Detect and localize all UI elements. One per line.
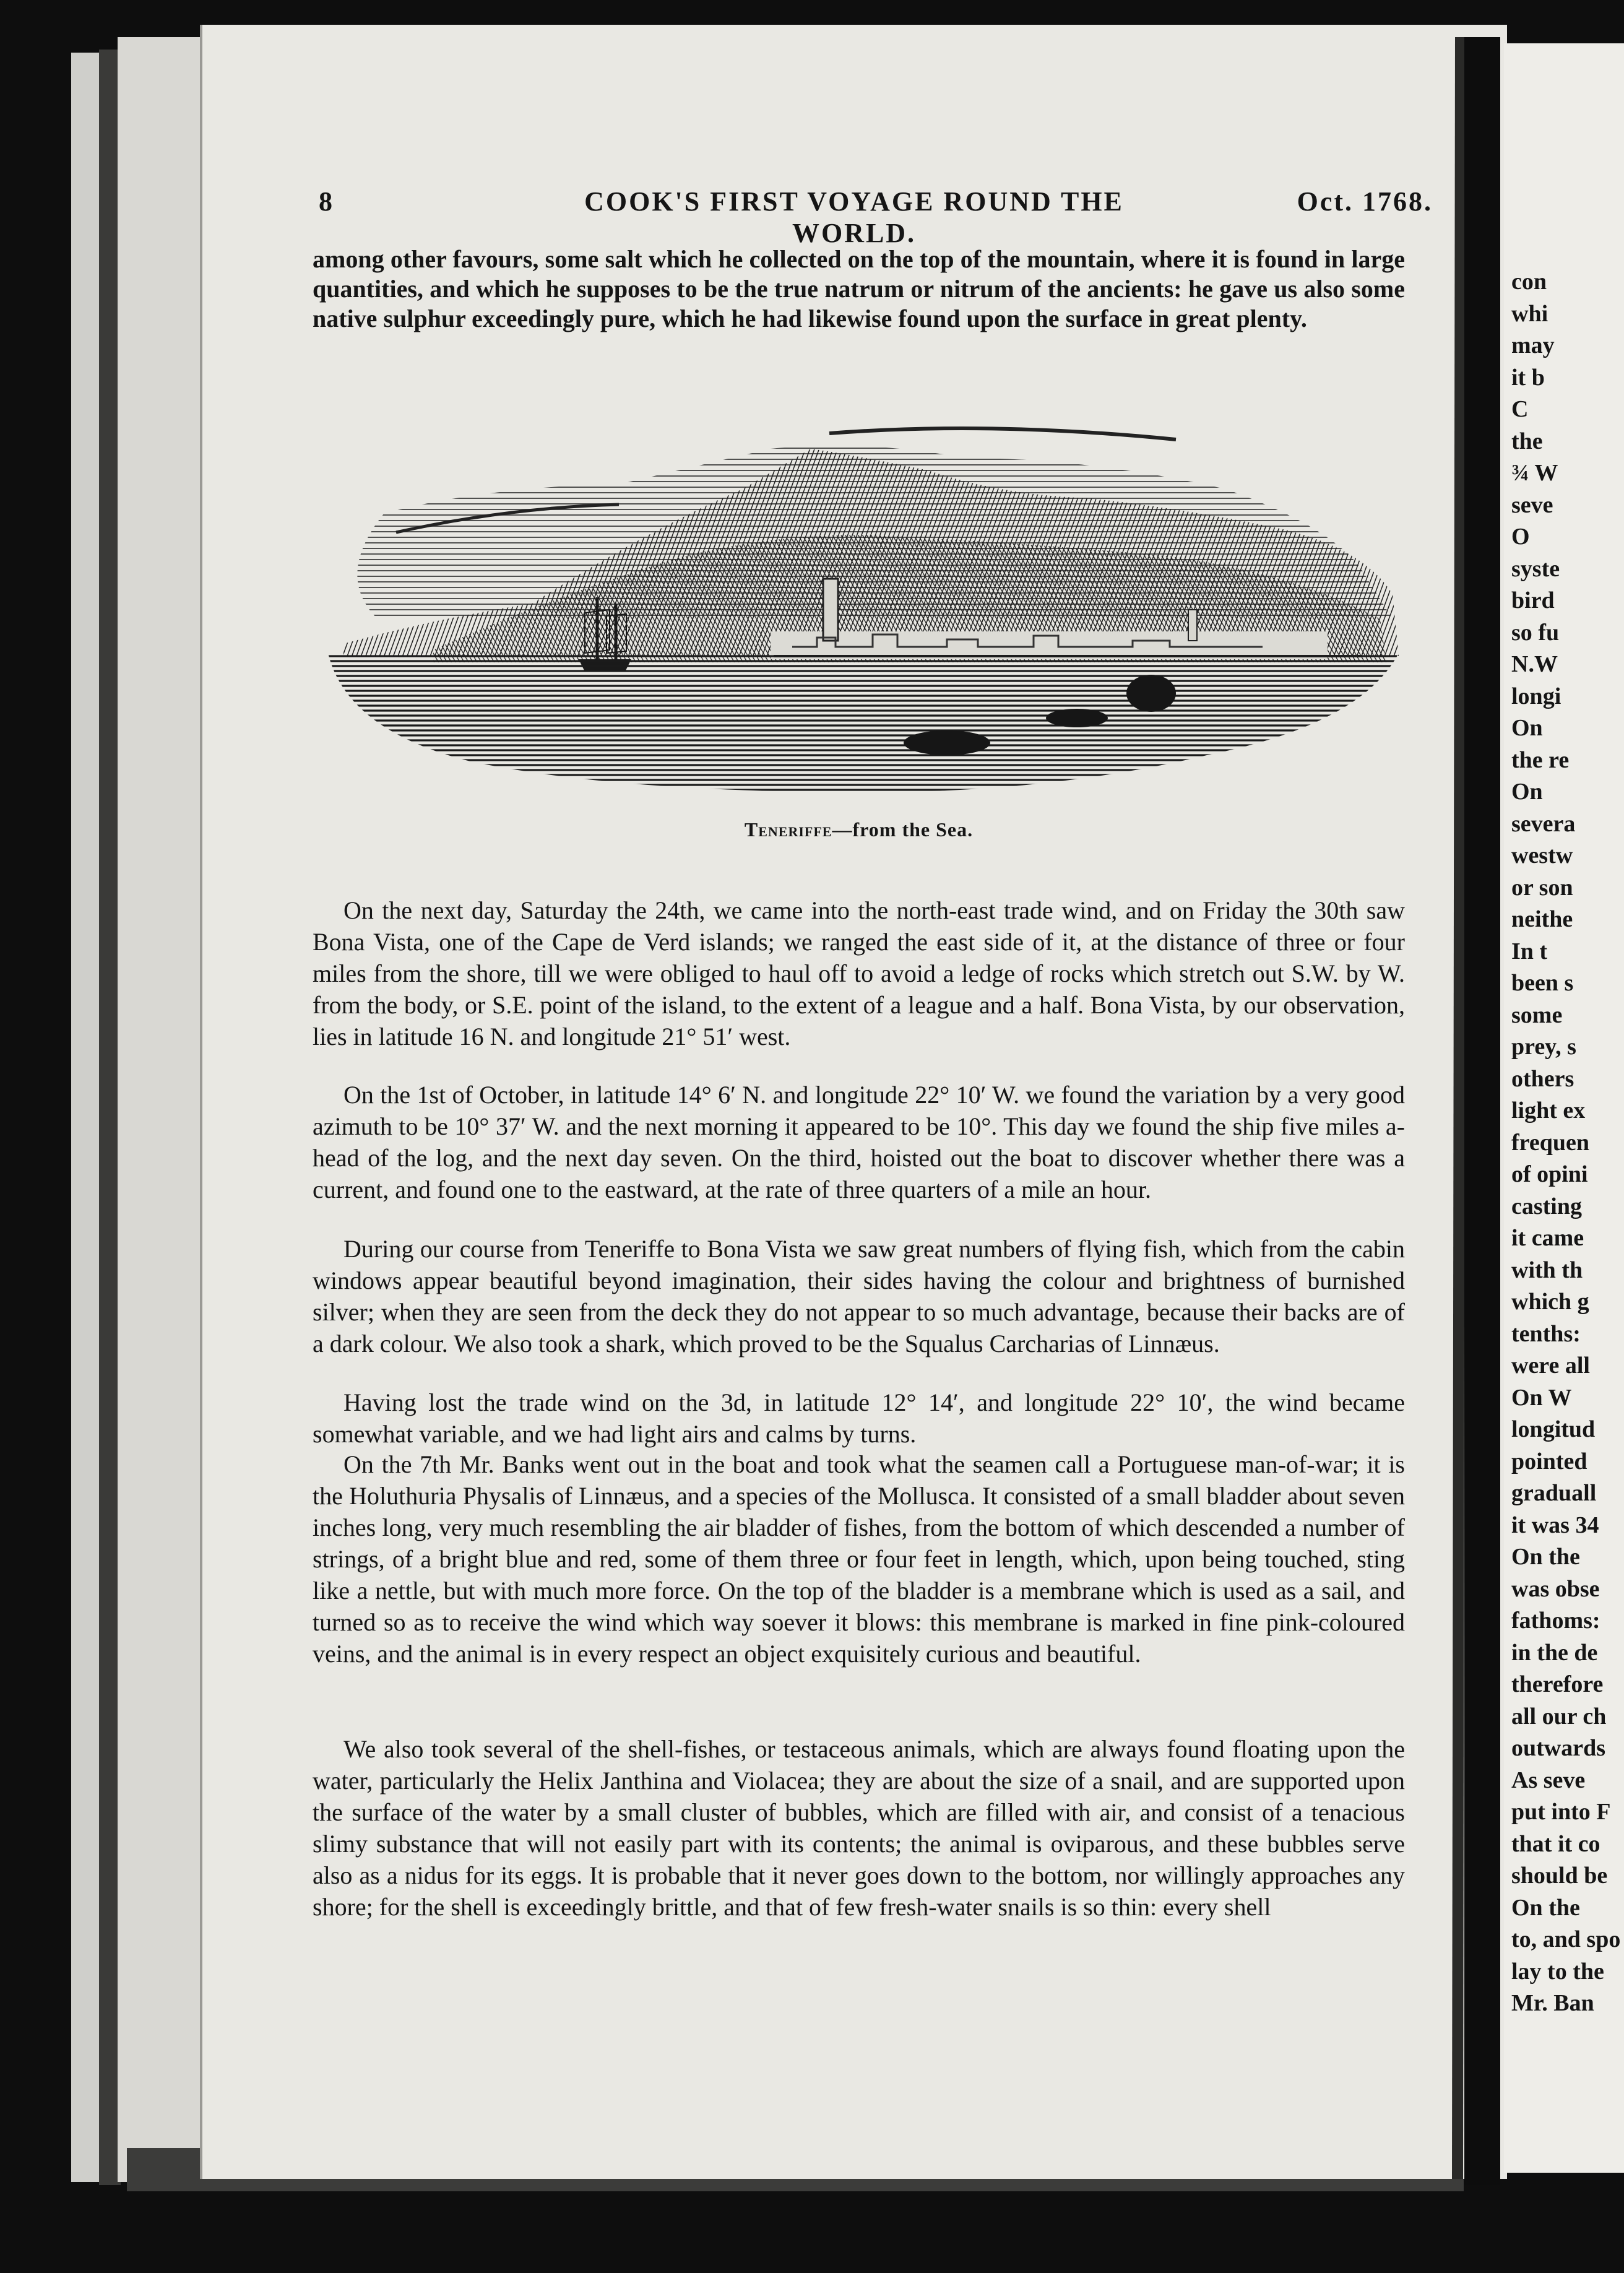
facing-page-line: been s (1511, 970, 1574, 996)
body-paragraph: On the 1st of October, in latitude 14° 6′ N. and longitude 22° 10′ W. we found the variation by a very good azimuth to be 10° 37′ W. and the next morning it appeared to be 10°. This day we found the ship five miles a-head of the log, and the next day seven. On the third, hoisted out the boat to discover whether there was a current, and found one to the eastward, at the rate of three quarters of a mile an hour. (313, 1081, 1405, 1203)
facing-page-line: outwards (1511, 1735, 1606, 1761)
facing-page-line: On the (1511, 1544, 1580, 1570)
facing-page-line: so fu (1511, 619, 1560, 646)
facing-page-line: it was 34 (1511, 1512, 1599, 1538)
binding-shadow (99, 50, 121, 2185)
facing-page-line: ¾ W (1511, 460, 1558, 486)
facing-page-line: longi (1511, 683, 1561, 709)
caption-place: Teneriffe (744, 818, 832, 841)
caption-suffix: —from the Sea. (832, 818, 974, 841)
facing-page-line: westw (1511, 842, 1573, 868)
page-edge-left (71, 53, 102, 2182)
facing-page-line: which g (1511, 1289, 1589, 1315)
facing-page-line: On (1511, 715, 1543, 741)
facing-page-line: seve (1511, 491, 1553, 518)
body-paragraph: During our course from Teneriffe to Bona Vista we saw great numbers of flying fish, which from the cabin windows appear beautiful beyond imagination, their sides having the colour and brightness of burnished silver; when they are seen from the deck they do not appear to so much advantage, because their backs are of a dark colour. We also took a shark, which proved to be the Squalus Carcharias of Linnæus. (313, 1235, 1405, 1357)
facing-page-line: O (1511, 524, 1530, 550)
facing-page-line: As seve (1511, 1767, 1586, 1793)
body-paragraph: Having lost the trade wind on the 3d, in latitude 12° 14′, and longitude 22° 10′, the wind became somewhat variable, and we had light airs and calms by turns. (313, 1388, 1405, 1448)
facing-page-line: con (1511, 269, 1547, 295)
facing-page-line: should be (1511, 1863, 1608, 1889)
previous-page-stack (118, 37, 204, 2182)
facing-page-text (1511, 266, 1624, 2020)
facing-page-line: others (1511, 1065, 1574, 1092)
facing-page-line: Mr. Ban (1511, 1990, 1594, 2016)
facing-page-line: neithe (1511, 906, 1573, 932)
facing-page-line: severa (1511, 810, 1576, 837)
facing-page-line: light ex (1511, 1098, 1586, 1124)
facing-page-line: of opini (1511, 1161, 1588, 1187)
facing-page-line: bird (1511, 587, 1555, 613)
body-paragraph: On the next day, Saturday the 24th, we came into the north-east trade wind, and on Friday the 30th saw Bona Vista, one of the Cape de Verd islands; we ranged the east side of it, at the distance of three or four miles from the shore, till we were obliged to haul off to avoid a ledge of rocks which stretch out S.W. by W. from the body, or S.E. point of the island, to the extent of a league and a half. Bona Vista, by our observation, lies in latitude 16 N. and longitude 21° 51′ west. (313, 896, 1405, 1050)
facing-page-line: were all (1511, 1353, 1590, 1379)
facing-page-line: fathoms: (1511, 1608, 1600, 1634)
body-paragraph: We also took several of the shell-fishes, or testaceous animals, which are always found floating upon the water, particularly the Helix Janthina and Violacea; they are about the size of a snail, and are supported upon the surface of the water by a small cluster of bubbles, which are filled with air, and consist of a tenacious slimy substance that will not easily part with its contents; the animal is oviparous, and these bubbles serve also as a nidus for its eggs. It is probable that it never goes down to the bottom, nor willingly approaches any shore; for the shell is exceedingly brittle, and that of few fresh-water snails is so thin: every shell (313, 1735, 1405, 1921)
facing-page-line: the (1511, 428, 1543, 454)
illustration-caption (313, 818, 1405, 841)
facing-page-line: syste (1511, 555, 1560, 582)
running-title: COOK'S FIRST VOYAGE ROUND THE WORLD. (584, 186, 1124, 248)
facing-page-line: graduall (1511, 1480, 1597, 1506)
facing-page-line: therefore (1511, 1671, 1604, 1697)
facing-page-line: lay to the (1511, 1958, 1604, 1985)
facing-page-line: On W (1511, 1384, 1572, 1411)
facing-page-line: tenths: (1511, 1320, 1581, 1347)
facing-page-line: that it co (1511, 1830, 1600, 1857)
facing-page-line: pointed (1511, 1448, 1587, 1474)
facing-page-line: the re (1511, 747, 1570, 773)
facing-page-line: it came (1511, 1225, 1584, 1251)
facing-page-line: On (1511, 779, 1543, 805)
facing-page-line: was obse (1511, 1575, 1600, 1602)
facing-page-line: casting (1511, 1193, 1582, 1219)
page-number: 8 (319, 186, 334, 217)
facing-page-line: or son (1511, 874, 1573, 901)
facing-page-line: longitud (1511, 1416, 1596, 1442)
facing-page-line: In t (1511, 938, 1548, 964)
header-date: Oct. 1768. (1297, 186, 1433, 217)
facing-page-line: whi (1511, 300, 1548, 327)
facing-page-line: N.W (1511, 651, 1558, 677)
facing-page-line: with th (1511, 1257, 1583, 1283)
facing-page-line: to, and spo (1511, 1926, 1621, 1952)
facing-page-line: in the de (1511, 1639, 1598, 1666)
facing-page-line: some (1511, 1002, 1563, 1028)
facing-page-line: C (1511, 396, 1529, 422)
body-paragraph: On the 7th Mr. Banks went out in the boat and took what the seamen call a Portuguese man-of-war; it is the Holuthuria Physalis of Linnæus, and a species of the Mollusca. It consisted of a small bladder about seven inches long, very much resembling the air bladder of fishes, from the bottom of which descended a number of strings, of a bright blue and red, some of them three or four feet in length, which, upon being touched, sting like a nettle, but with much more force. On the top of the bladder is a membrane which is used as a sail, and turned so as to receive the wind which way soever it blows: this membrane is marked in fine pink-coloured veins, and the animal is in every respect an object exquisitely curious and beautiful. (313, 1450, 1405, 1668)
facing-page-line: On the (1511, 1894, 1580, 1921)
facing-page-line: put into F (1511, 1799, 1611, 1825)
running-header (319, 186, 1433, 248)
facing-page-line: all our ch (1511, 1703, 1607, 1730)
intro-paragraph: among other favours, some salt which he collected on the top of the mountain, where it is found in large quantities, and which he supposes to be the true natrum or nitrum of the ancients: he gave us also some native sulphur exceedingly pure, which he had likewise found upon the surface in great plenty. (313, 245, 1405, 332)
facing-page-line: prey, s (1511, 1034, 1576, 1060)
facing-page-line: frequen (1511, 1129, 1589, 1156)
facing-page-line: it b (1511, 364, 1545, 391)
facing-page-line: may (1511, 332, 1555, 358)
